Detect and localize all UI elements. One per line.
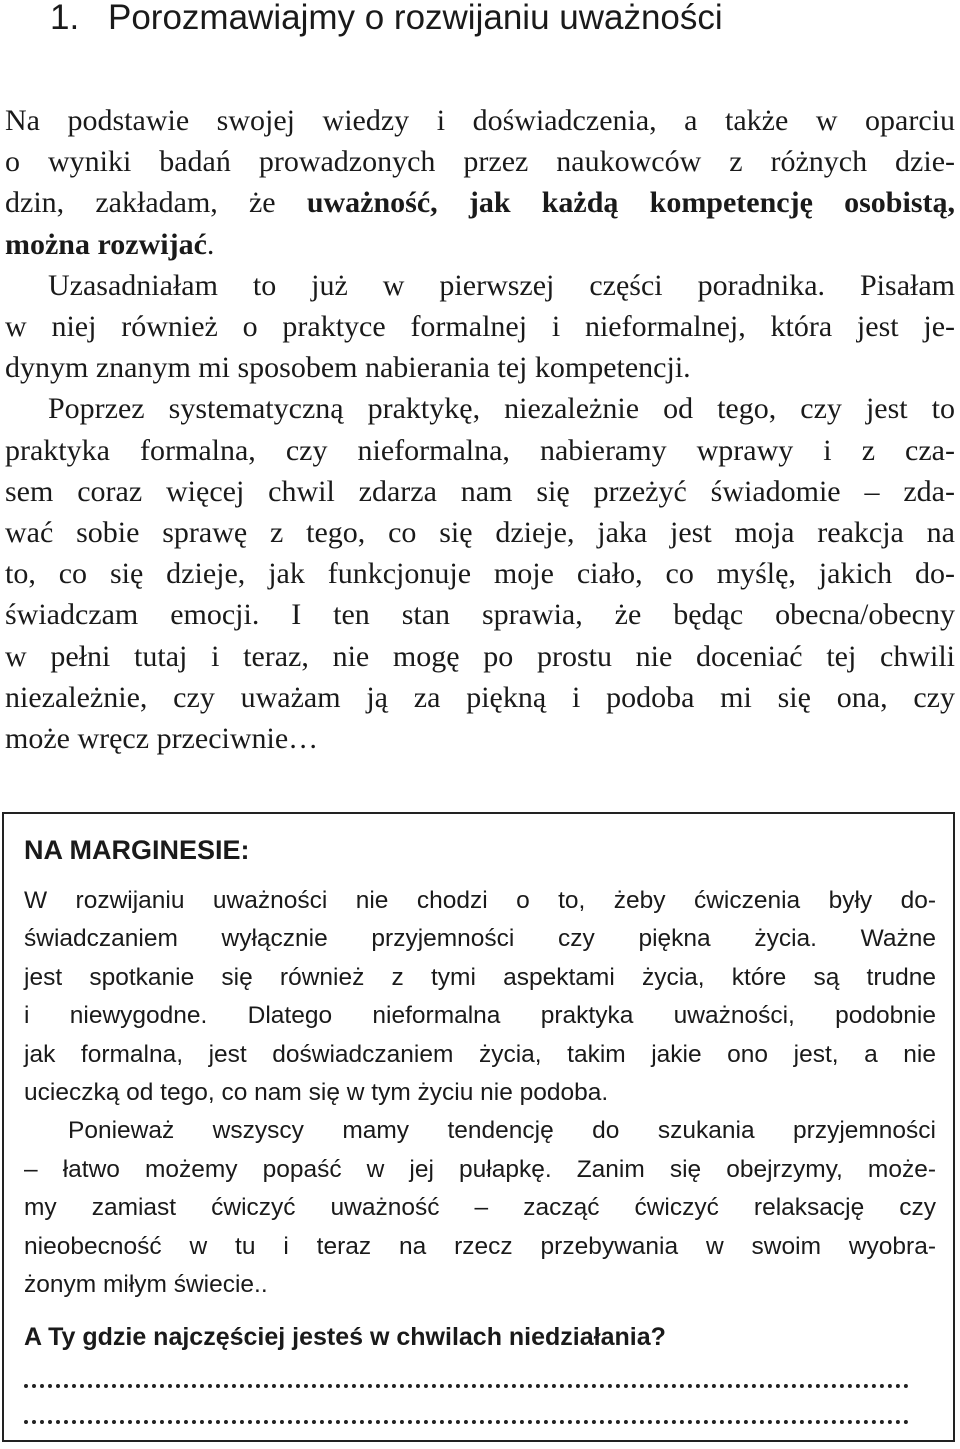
- body-line: Na podstawie swojej wiedzy i doświadczenia, a także w oparciu: [5, 104, 955, 137]
- body-line: niezależnie, czy uważam ją za piękną i podoba mi się ona, czy: [5, 680, 955, 714]
- answer-dotted-line[interactable]: [24, 1384, 909, 1388]
- body-line: sem coraz więcej chwil zdarza nam się przeżyć świadomie – zda-: [5, 474, 955, 508]
- section-number: 1.: [50, 0, 80, 37]
- note-line: nieobecność w tu i teraz na rzecz przebywania w swoim wyobra-: [24, 1232, 936, 1260]
- note-line: żonym miłym świecie..: [24, 1271, 268, 1299]
- body-line: świadczam emocji. I ten stan sprawia, że będąc obecna/obecny: [5, 598, 955, 632]
- body-line: Poprzez systematyczną praktykę, niezależnie od tego, czy jest to: [48, 392, 955, 426]
- note-line: świadczaniem wyłącznie przyjemności czy piękna życia. Ważne: [24, 925, 936, 953]
- note-line: ucieczką od tego, co nam się w tym życiu nie podoba.: [24, 1079, 609, 1107]
- body-line: to, co się dzieje, jak funkcjonuje moje ciało, co myślę, jakich do-: [5, 557, 955, 591]
- answer-dotted-line[interactable]: [24, 1420, 909, 1424]
- body-text-run: dzin, zakładam, że: [5, 186, 307, 220]
- emphasis-text: można rozwijać: [5, 227, 207, 261]
- body-line: w niej również o praktyce formalnej i nieformalnej, która jest je-: [5, 310, 955, 344]
- note-line: Ponieważ wszyscy mamy tendencję do szukania przyjemności: [68, 1117, 936, 1145]
- body-line: dynym znanym mi sposobem nabierania tej kompetencji.: [5, 351, 691, 385]
- main-paragraphs: [5, 100, 955, 759]
- section-title: Porozmawiajmy o rozwijaniu uważności: [108, 0, 723, 37]
- note-line: my zamiast ćwiczyć uważność – zacząć ćwiczyć relaksację czy: [24, 1194, 936, 1222]
- note-line: i niewygodne. Dlatego nieformalna praktyka uważności, podobnie: [24, 1002, 936, 1030]
- body-line: Uzasadniałam to już w pierwszej części poradnika. Pisałam: [48, 268, 955, 302]
- note-line: jest spotkanie się również z tymi aspektami życia, które są trudne: [24, 963, 936, 991]
- note-line: – łatwo możemy popaść w jej pułapkę. Zanim się obejrzymy, może-: [24, 1155, 936, 1183]
- body-line: w pełni tutaj i teraz, nie mogę po prostu nie doceniać tej chwili: [5, 639, 955, 673]
- body-line: [5, 182, 955, 223]
- body-line: [5, 224, 955, 265]
- body-line: wać sobie sprawę z tego, co się dzieje, jaka jest moja reakcja na: [5, 516, 955, 550]
- reflection-question: A Ty gdzie najczęściej jesteś w chwilach niedziałania?: [24, 1323, 666, 1351]
- note-line: W rozwijaniu uważności nie chodzi o to, żeby ćwiczenia były do-: [24, 887, 936, 914]
- margin-note-text: [24, 882, 936, 1304]
- body-line: praktyka formalna, czy nieformalna, nabieramy wprawy i z cza-: [5, 433, 955, 467]
- body-line: o wyniki badań prowadzonych przez naukowców z różnych dzie-: [5, 145, 955, 179]
- note-line: jak formalna, jest doświadczaniem życia, takim jakie ono jest, a nie: [24, 1040, 936, 1068]
- emphasis-text: uważność, jak każdą kompetencję osobistą,: [306, 186, 955, 220]
- margin-note-title: NA MARGINESIE:: [24, 835, 250, 865]
- section-heading: [50, 0, 723, 38]
- body-line: może wręcz przeciwnie…: [5, 722, 319, 756]
- body-text-run: .: [206, 227, 215, 261]
- margin-note-box: [2, 812, 955, 1442]
